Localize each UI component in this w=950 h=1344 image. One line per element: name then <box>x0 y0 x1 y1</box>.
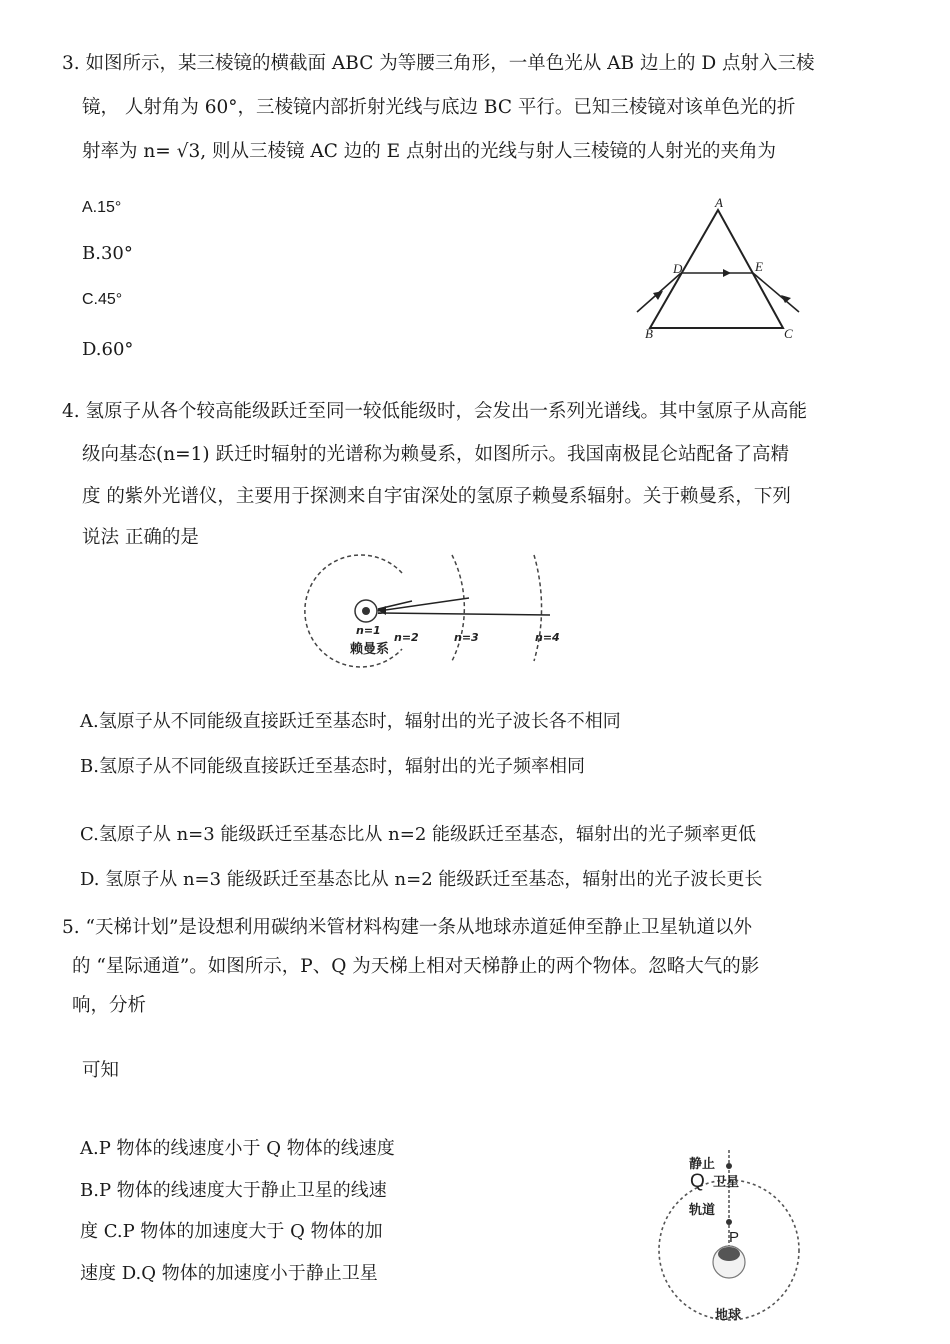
label-lyman-series: 赖曼系 <box>350 642 390 657</box>
object-p <box>726 1219 732 1225</box>
q4-stem-line-1: 4. 氢原子从各个较高能级跃迁至同一较低能级时，会发出一系列光谱线。其中氢原子从高能 <box>62 401 808 422</box>
emergent-ray <box>753 273 799 312</box>
transition-n3 <box>378 598 469 611</box>
label-n3: n=3 <box>454 631 479 644</box>
nucleus <box>362 607 370 615</box>
q4-stem-line-2: 级向基态(n=1) 跃迁时辐射的光谱称为赖曼系，如图所示。我国南极昆仑站配备了高精 <box>82 444 790 465</box>
label-weixing: 卫星 <box>713 1175 740 1190</box>
q3-option-c: C.45° <box>82 291 123 308</box>
orbit-n4 <box>534 555 542 661</box>
q5-stem-line-3: 响，分析 <box>72 995 147 1016</box>
q5-stem-line-4: 可知 <box>82 1060 120 1081</box>
lyman-series-figure <box>322 553 562 668</box>
label-n4: n=4 <box>535 631 560 644</box>
label-n2: n=2 <box>394 631 419 644</box>
label-c: C <box>784 326 793 341</box>
q3-stem-line-2: 镜， 人射角为 60°，三棱镜内部折射光线与底边 BC 平行。已知三棱镜对该单色光的折 <box>82 97 796 118</box>
label-earth: 地球 <box>715 1308 742 1323</box>
refracted-ray-arrow <box>723 269 731 277</box>
q3-stem-line-1: 3. 如图所示，某三棱镜的横截面 ABC 为等腰三角形，一单色光从 AB 边上的 D 点射入三棱 <box>62 53 815 74</box>
q3-option-b: B.30° <box>82 243 133 264</box>
label-q: Q <box>690 1171 705 1192</box>
q4-option-c: C.氢原子从 n=3 能级跃迁至基态比从 n=2 能级跃迁至基态，辐射出的光子频率更低 <box>80 824 756 845</box>
transition-n4 <box>378 613 550 615</box>
q4-stem-line-4: 说法 正确的是 <box>82 527 199 548</box>
prism-triangle <box>650 210 783 328</box>
q5-stem-line-1: 5. “天梯计划”是设想利用碳纳米管材料构建一条从地球赤道延伸至静止卫星轨道以外 <box>62 917 752 938</box>
q4-option-d: D. 氢原子从 n=3 能级跃迁至基态比从 n=2 能级跃迁至基态，辐射出的光子波长更长 <box>80 869 763 890</box>
space-elevator-figure <box>655 1142 815 1342</box>
label-guidao: 轨道 <box>689 1203 716 1218</box>
q5-option-line-4: 速度 D.Q 物体的加速度小于静止卫星 <box>80 1263 378 1284</box>
label-a: A <box>715 195 723 210</box>
label-d: D <box>673 261 683 276</box>
label-jingzhi: 静止 <box>689 1157 716 1172</box>
q5-stem-line-2: 的 “星际通道”。如图所示，P、Q 为天梯上相对天梯静止的两个物体。忽略大气的影 <box>72 956 760 977</box>
q4-option-b: B.氢原子从不同能级直接跃迁至基态时，辐射出的光子频率相同 <box>80 756 585 777</box>
prism-figure <box>633 195 803 340</box>
q4-stem-line-3: 度 的紫外光谱仪，主要用于探测来自宇宙深处的氢原子赖曼系辐射。关于赖曼系，下列 <box>82 486 791 507</box>
q5-option-line-3: 度 C.P 物体的加速度大于 Q 物体的加 <box>80 1221 383 1242</box>
orbit-n3 <box>452 555 464 661</box>
q3-stem-line-3: 射率为 n= √3, 则从三棱镜 AC 边的 E 点射出的光线与射人三棱镜的人射光的夹角为 <box>82 141 777 162</box>
label-p: P <box>729 1229 740 1246</box>
q5-option-line-2: B.P 物体的线速度大于静止卫星的线速 <box>80 1180 387 1201</box>
earth-top <box>718 1247 740 1261</box>
label-b: B <box>645 326 653 341</box>
q4-option-a: A.氢原子从不同能级直接跃迁至基态时，辐射出的光子波长各不相同 <box>80 711 621 732</box>
q3-option-a: A.15° <box>82 199 122 216</box>
label-e: E <box>755 259 763 274</box>
q3-option-d: D.60° <box>82 339 134 360</box>
q5-option-line-1: A.P 物体的线速度小于 Q 物体的线速度 <box>80 1138 395 1159</box>
object-q <box>726 1163 732 1169</box>
label-n1: n=1 <box>356 624 381 637</box>
